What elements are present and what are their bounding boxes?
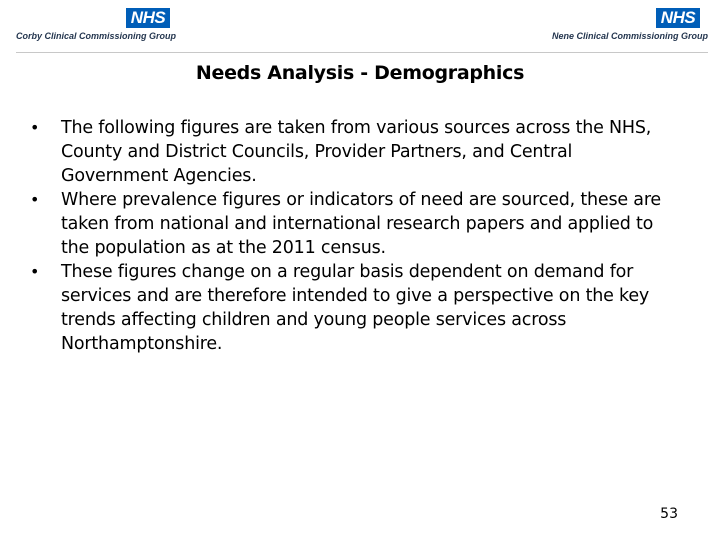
slide-title: Needs Analysis - Demographics <box>195 62 525 84</box>
nhs-logo-right: NHS <box>656 8 700 28</box>
page-number: 53 <box>660 506 678 522</box>
bullet-text: The following figures are taken from various sources across the NHS, County and District Councils, Provider Partners, and Central Government Agencies. <box>61 118 652 186</box>
bullet-dot-icon: • <box>30 190 40 209</box>
nene-ccg-logo <box>548 8 708 41</box>
bullet-dot-icon: • <box>30 118 40 137</box>
bullet-text: Where prevalence figures or indicators of need are sourced, these are taken from national and international research papers and applied to the population as at the 2011 census. <box>61 190 661 258</box>
bullet-dot-icon: • <box>30 262 40 281</box>
bullet-item <box>30 188 670 260</box>
corby-ccg-name: Corby Clinical Commissioning Group <box>16 31 177 41</box>
bullet-item <box>30 260 670 356</box>
corby-ccg-logo <box>16 8 176 41</box>
nene-ccg-name: Nene Clinical Commissioning Group <box>551 31 708 41</box>
header-divider <box>16 52 708 53</box>
nhs-logo-left: NHS <box>126 8 170 28</box>
bullet-list <box>30 116 670 356</box>
bullet-text: These figures change on a regular basis dependent on demand for services and are therefore intended to give a perspective on the key trends affecting children and young people services across Northamptonshire. <box>61 262 650 354</box>
bullet-item <box>30 116 670 188</box>
